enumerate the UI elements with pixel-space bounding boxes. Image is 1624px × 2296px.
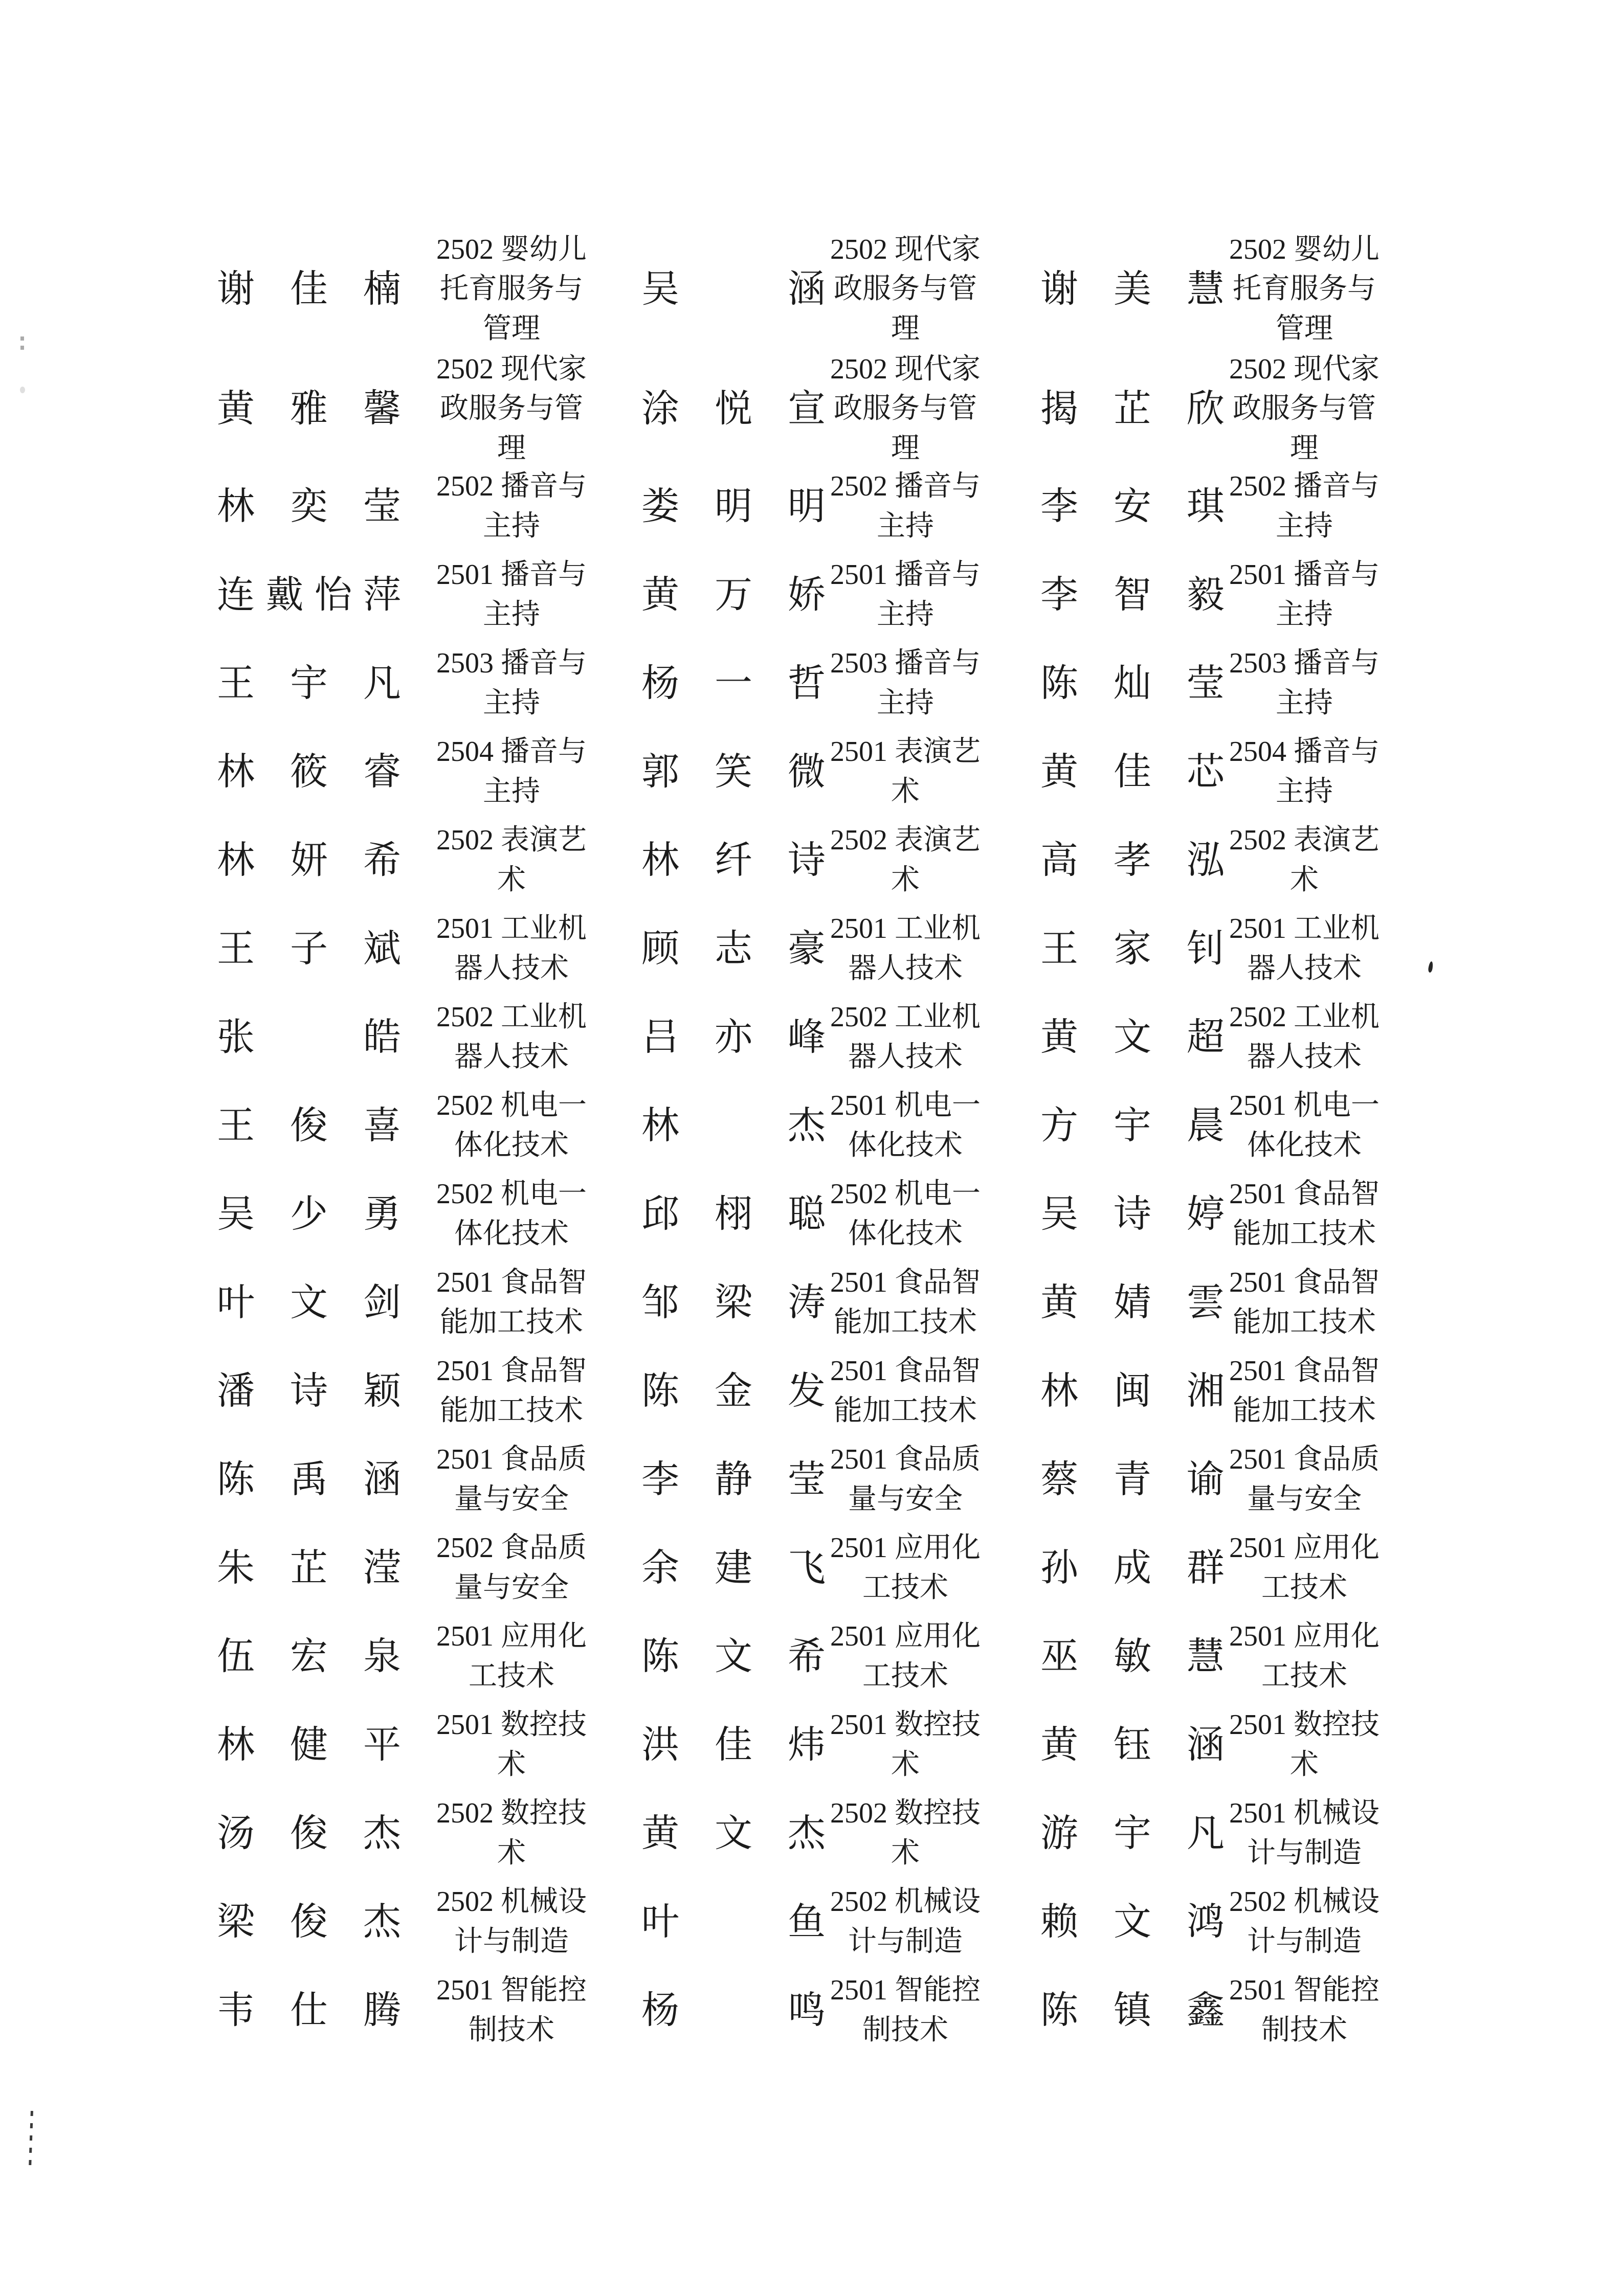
student-name: 黄 婧 雲 bbox=[1040, 1281, 1225, 1324]
student-name: 吴 少 勇 bbox=[217, 1193, 401, 1235]
student-name: 谢 佳 楠 bbox=[217, 268, 401, 310]
table-row bbox=[210, 905, 1391, 993]
class-program: 2501 机电一体化技术 bbox=[830, 1090, 981, 1161]
class-program: 2502 现代家政服务与管理 bbox=[1229, 353, 1380, 464]
class-program: 2504 播音与主持 bbox=[436, 736, 587, 807]
class-program: 2501 播音与主持 bbox=[436, 559, 587, 631]
table-row bbox=[210, 1258, 1391, 1347]
student-name: 涂 悦 宣 bbox=[641, 388, 826, 430]
class-program: 2501 数控技术 bbox=[830, 1709, 981, 1781]
class-program: 2501 智能控制技术 bbox=[436, 1974, 587, 2046]
student-name: 黄 雅 馨 bbox=[217, 388, 401, 430]
student-name: 连 戴 怡 萍 bbox=[217, 574, 401, 616]
class-program: 2501 食品智能加工技术 bbox=[436, 1267, 587, 1338]
student-name: 揭 芷 欣 bbox=[1040, 388, 1225, 430]
table-row bbox=[210, 728, 1391, 816]
table-row bbox=[210, 816, 1391, 905]
class-program: 2501 食品智能加工技术 bbox=[1229, 1267, 1380, 1338]
class-program: 2501 工业机器人技术 bbox=[436, 913, 587, 984]
student-name: 邱 栩 聪 bbox=[641, 1193, 826, 1235]
class-program: 2501 机电一体化技术 bbox=[1229, 1090, 1380, 1161]
class-program: 2502 工业机器人技术 bbox=[1229, 1001, 1380, 1073]
class-program: 2503 播音与主持 bbox=[436, 647, 587, 719]
student-name: 林 杰 bbox=[641, 1105, 826, 1147]
table-row bbox=[210, 1701, 1391, 1789]
class-program: 2501 智能控制技术 bbox=[830, 1974, 981, 2046]
class-program: 2502 机电一体化技术 bbox=[830, 1178, 981, 1250]
class-program: 2502 工业机器人技术 bbox=[830, 1001, 981, 1073]
student-name: 陈 灿 莹 bbox=[1040, 662, 1225, 705]
student-name: 方 宇 晨 bbox=[1040, 1105, 1225, 1147]
scan-artifact bbox=[20, 336, 24, 351]
scan-artifact bbox=[20, 387, 25, 393]
table-row bbox=[210, 462, 1391, 551]
student-name: 黄 文 杰 bbox=[641, 1812, 826, 1855]
student-name: 梁 俊 杰 bbox=[217, 1901, 401, 1943]
table-row bbox=[210, 1435, 1391, 1524]
class-program: 2501 食品智能加工技术 bbox=[830, 1267, 981, 1338]
class-program: 2502 播音与主持 bbox=[1229, 470, 1380, 542]
student-name: 邹 梁 涛 bbox=[641, 1281, 826, 1324]
student-name: 杨 鸣 bbox=[641, 1989, 826, 2032]
class-program: 2501 食品质量与安全 bbox=[1229, 1444, 1380, 1515]
class-program: 2502 婴幼儿托育服务与管理 bbox=[436, 234, 587, 345]
class-program: 2502 食品质量与安全 bbox=[436, 1532, 587, 1604]
student-name: 王 家 钊 bbox=[1040, 928, 1225, 970]
student-name: 谢 美 慧 bbox=[1040, 268, 1225, 310]
student-name: 王 俊 喜 bbox=[217, 1105, 401, 1147]
table-row bbox=[210, 1612, 1391, 1701]
scan-artifact bbox=[1428, 961, 1433, 973]
student-name: 林 纤 诗 bbox=[641, 839, 826, 882]
class-program: 2501 食品智能加工技术 bbox=[1229, 1178, 1380, 1250]
table-row bbox=[210, 1524, 1391, 1612]
student-name: 林 奕 莹 bbox=[217, 485, 401, 528]
class-program: 2502 现代家政服务与管理 bbox=[830, 353, 981, 464]
class-program: 2503 播音与主持 bbox=[830, 647, 981, 719]
table-row bbox=[210, 350, 1391, 462]
student-name: 林 妍 希 bbox=[217, 839, 401, 882]
student-name: 林 健 平 bbox=[217, 1724, 401, 1766]
student-name: 孙 成 群 bbox=[1040, 1547, 1225, 1589]
class-program: 2502 机电一体化技术 bbox=[436, 1178, 587, 1250]
class-program: 2501 播音与主持 bbox=[1229, 559, 1380, 631]
student-name: 韦 仕 腾 bbox=[217, 1989, 401, 2032]
student-name: 吴 诗 婷 bbox=[1040, 1193, 1225, 1235]
student-name: 顾 志 豪 bbox=[641, 928, 826, 970]
table-row bbox=[210, 551, 1391, 639]
student-name: 叶 鱼 bbox=[641, 1901, 826, 1943]
class-program: 2502 工业机器人技术 bbox=[436, 1001, 587, 1073]
student-name: 李 智 毅 bbox=[1040, 574, 1225, 616]
student-name: 黄 万 娇 bbox=[641, 574, 826, 616]
student-name: 李 安 琪 bbox=[1040, 485, 1225, 528]
student-name: 赖 文 鸿 bbox=[1040, 1901, 1225, 1943]
class-program: 2502 表演艺术 bbox=[436, 824, 587, 896]
class-program: 2501 数控技术 bbox=[436, 1709, 587, 1781]
student-name: 娄 明 明 bbox=[641, 485, 826, 528]
class-program: 2502 数控技术 bbox=[830, 1797, 981, 1869]
table-row bbox=[210, 1347, 1391, 1435]
student-name: 汤 俊 杰 bbox=[217, 1812, 401, 1855]
student-name: 陈 文 希 bbox=[641, 1635, 826, 1678]
student-name: 王 宇 凡 bbox=[217, 662, 401, 705]
class-program: 2501 应用化工技术 bbox=[436, 1620, 587, 1692]
class-program: 2502 播音与主持 bbox=[830, 470, 981, 542]
class-program: 2502 机电一体化技术 bbox=[436, 1090, 587, 1161]
table-row bbox=[210, 1082, 1391, 1170]
student-name: 黄 佳 芯 bbox=[1040, 751, 1225, 793]
student-name: 黄 钰 涵 bbox=[1040, 1724, 1225, 1766]
class-program: 2501 工业机器人技术 bbox=[1229, 913, 1380, 984]
class-program: 2501 应用化工技术 bbox=[830, 1620, 981, 1692]
class-program: 2501 食品智能加工技术 bbox=[1229, 1355, 1380, 1427]
student-name: 吕 亦 峰 bbox=[641, 1016, 826, 1059]
class-program: 2501 食品质量与安全 bbox=[830, 1444, 981, 1515]
class-program: 2501 智能控制技术 bbox=[1229, 1974, 1380, 2046]
student-name: 黄 文 超 bbox=[1040, 1016, 1225, 1059]
table-row bbox=[210, 639, 1391, 728]
student-name: 张 皓 bbox=[217, 1016, 401, 1059]
class-program: 2502 现代家政服务与管理 bbox=[830, 234, 981, 345]
student-name: 王 子 斌 bbox=[217, 928, 401, 970]
class-program: 2501 食品智能加工技术 bbox=[830, 1355, 981, 1427]
class-program: 2502 机械设计与制造 bbox=[436, 1886, 587, 1957]
student-name: 叶 文 剑 bbox=[217, 1281, 401, 1324]
class-program: 2501 应用化工技术 bbox=[1229, 1620, 1380, 1692]
student-name: 潘 诗 颖 bbox=[217, 1370, 401, 1412]
class-program: 2501 应用化工技术 bbox=[830, 1532, 981, 1604]
class-program: 2501 机械设计与制造 bbox=[1229, 1797, 1380, 1869]
student-name: 林 闽 湘 bbox=[1040, 1370, 1225, 1412]
class-program: 2501 播音与主持 bbox=[830, 559, 981, 631]
student-name: 林 筱 睿 bbox=[217, 751, 401, 793]
class-program: 2501 应用化工技术 bbox=[1229, 1532, 1380, 1604]
student-name: 陈 镇 鑫 bbox=[1040, 1989, 1225, 2032]
class-program: 2502 表演艺术 bbox=[1229, 824, 1380, 896]
class-program: 2502 数控技术 bbox=[436, 1797, 587, 1869]
student-name: 高 孝 泓 bbox=[1040, 839, 1225, 882]
student-name: 伍 宏 泉 bbox=[217, 1635, 401, 1678]
student-name: 蔡 青 谕 bbox=[1040, 1458, 1225, 1501]
class-program: 2501 食品智能加工技术 bbox=[436, 1355, 587, 1427]
class-program: 2501 工业机器人技术 bbox=[830, 913, 981, 984]
table-row bbox=[210, 1789, 1391, 1878]
student-name: 郭 笑 微 bbox=[641, 751, 826, 793]
student-name: 吴 涵 bbox=[641, 268, 826, 310]
class-program: 2501 食品质量与安全 bbox=[436, 1444, 587, 1515]
class-program: 2502 现代家政服务与管理 bbox=[436, 353, 587, 464]
scan-artifact bbox=[29, 2111, 33, 2168]
class-program: 2501 表演艺术 bbox=[830, 736, 981, 807]
class-program: 2503 播音与主持 bbox=[1229, 647, 1380, 719]
table-row bbox=[210, 229, 1391, 350]
student-name: 杨 一 哲 bbox=[641, 662, 826, 705]
class-program: 2501 数控技术 bbox=[1229, 1709, 1380, 1781]
class-program: 2502 婴幼儿托育服务与管理 bbox=[1229, 234, 1380, 345]
class-program: 2502 机械设计与制造 bbox=[830, 1886, 981, 1957]
table-row bbox=[210, 993, 1391, 1082]
student-name: 朱 芷 滢 bbox=[217, 1547, 401, 1589]
student-roster-table bbox=[210, 229, 1391, 2055]
student-name: 陈 禹 涵 bbox=[217, 1458, 401, 1501]
class-program: 2502 机械设计与制造 bbox=[1229, 1886, 1380, 1957]
table-row bbox=[210, 1170, 1391, 1258]
class-program: 2502 播音与主持 bbox=[436, 470, 587, 542]
table-row bbox=[210, 1878, 1391, 1966]
class-program: 2502 表演艺术 bbox=[830, 824, 981, 896]
student-name: 洪 佳 炜 bbox=[641, 1724, 826, 1766]
student-name: 陈 金 发 bbox=[641, 1370, 826, 1412]
table-row bbox=[210, 1966, 1391, 2055]
student-name: 巫 敏 慧 bbox=[1040, 1635, 1225, 1678]
class-program: 2504 播音与主持 bbox=[1229, 736, 1380, 807]
student-name: 余 建 飞 bbox=[641, 1547, 826, 1589]
student-name: 游 宇 凡 bbox=[1040, 1812, 1225, 1855]
student-name: 李 静 莹 bbox=[641, 1458, 826, 1501]
